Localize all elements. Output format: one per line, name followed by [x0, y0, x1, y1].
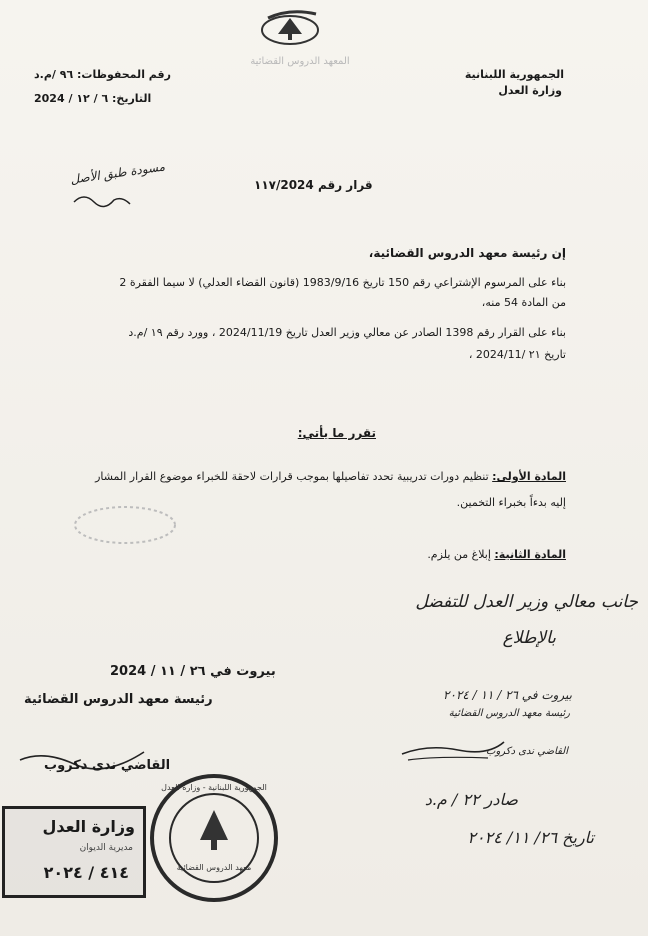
- handwritten-sig-label: رئيسة معهد الدروس القضائية: [448, 708, 570, 719]
- registry-stamp-line: مديرية الديوان: [79, 843, 133, 853]
- faint-stamp-icon: [70, 500, 180, 550]
- archive-ref: رقم المحفوظات: ٩٦ /م.د: [34, 68, 171, 81]
- handwritten-sig-name: القاضي ندى دكروب: [486, 746, 568, 757]
- republic-heading: الجمهورية اللبنانية: [464, 68, 564, 81]
- round-seal-inner: معهد الدروس القضائية: [176, 863, 252, 872]
- registry-stamp-numbers: ٤١٤ / ٢٠٢٤: [43, 863, 129, 882]
- handwritten-date: بيروت في ٢٦ / ١١ / ٢٠٢٤: [443, 688, 572, 702]
- round-seal-outer: الجمهورية اللبنانية - وزارة العدل: [161, 783, 267, 792]
- cedar-logo-icon: [258, 8, 322, 50]
- paragraph-2-line-2: تاريخ ٢١ /2024/11 ،: [468, 348, 566, 361]
- signature-name: القاضي ندى دكروب: [44, 758, 171, 773]
- handwritten-sent-date: تاريخ ٢٦/ ١١/ ٢٠٢٤: [467, 828, 594, 847]
- faint-letterhead: المعهد الدروس القضائية: [250, 56, 350, 67]
- registry-stamp-title: وزارة العدل: [42, 817, 135, 836]
- article-1: [95, 470, 566, 483]
- article-2-text: إبلاغ من يلزم.: [427, 548, 491, 561]
- paragraph-2-line-1: بناء على القرار رقم 1398 الصادر عن معالي وزير العدل تاريخ 2024/11/19 ، وورد رقم ١٩ /م.د: [128, 326, 566, 339]
- article-2-label: المادة الثانية:: [494, 548, 566, 561]
- handwritten-sent-no: صادر ٢٢ / م.د: [424, 790, 518, 809]
- article-1-label: المادة الأولى:: [492, 470, 566, 483]
- article-1-line-2: إليه بدءاً بخبراء التخمين.: [456, 496, 566, 509]
- article-2: [427, 548, 566, 561]
- handwritten-line-1: جانب معالي وزير العدل للتفضل: [415, 592, 638, 612]
- archive-date: التاريخ: ٦ / ١٢ / 2024: [34, 92, 152, 105]
- initial-signature-icon: [72, 190, 132, 210]
- signature-title: رئيسة معهد الدروس القضائية: [24, 692, 213, 707]
- handwritten-line-2: بالإطلاع: [502, 628, 556, 648]
- signature-place-date: بيروت في ٢٦ / ١١ / 2024: [110, 664, 276, 679]
- article-1-text: تنظيم دورات تدريبية تحدد تفاصيلها بموجب قرارات لاحقة للخبراء موضوع القرار المشار: [95, 470, 489, 483]
- round-seal-icon: [146, 770, 282, 906]
- left-note: مسودة طبق الأصل: [69, 159, 166, 187]
- opening-line: إن رئيسة معهد الدروس القضائية،: [368, 246, 566, 260]
- ministry-heading: وزارة العدل: [498, 84, 562, 97]
- paragraph-1-line-1: بناء على المرسوم الإشتراعي رقم 150 تاريخ 1983/9/16 (قانون القضاء العدلي) لا سيما الفقرة 2: [119, 276, 566, 289]
- paragraph-1-line-2: من المادة 54 منه،: [481, 296, 566, 309]
- decision-number: قرار رقم ١١٧/2024: [254, 178, 373, 192]
- decides-heading: تقرر ما يأتي:: [297, 426, 376, 440]
- registry-stamp: [2, 806, 146, 898]
